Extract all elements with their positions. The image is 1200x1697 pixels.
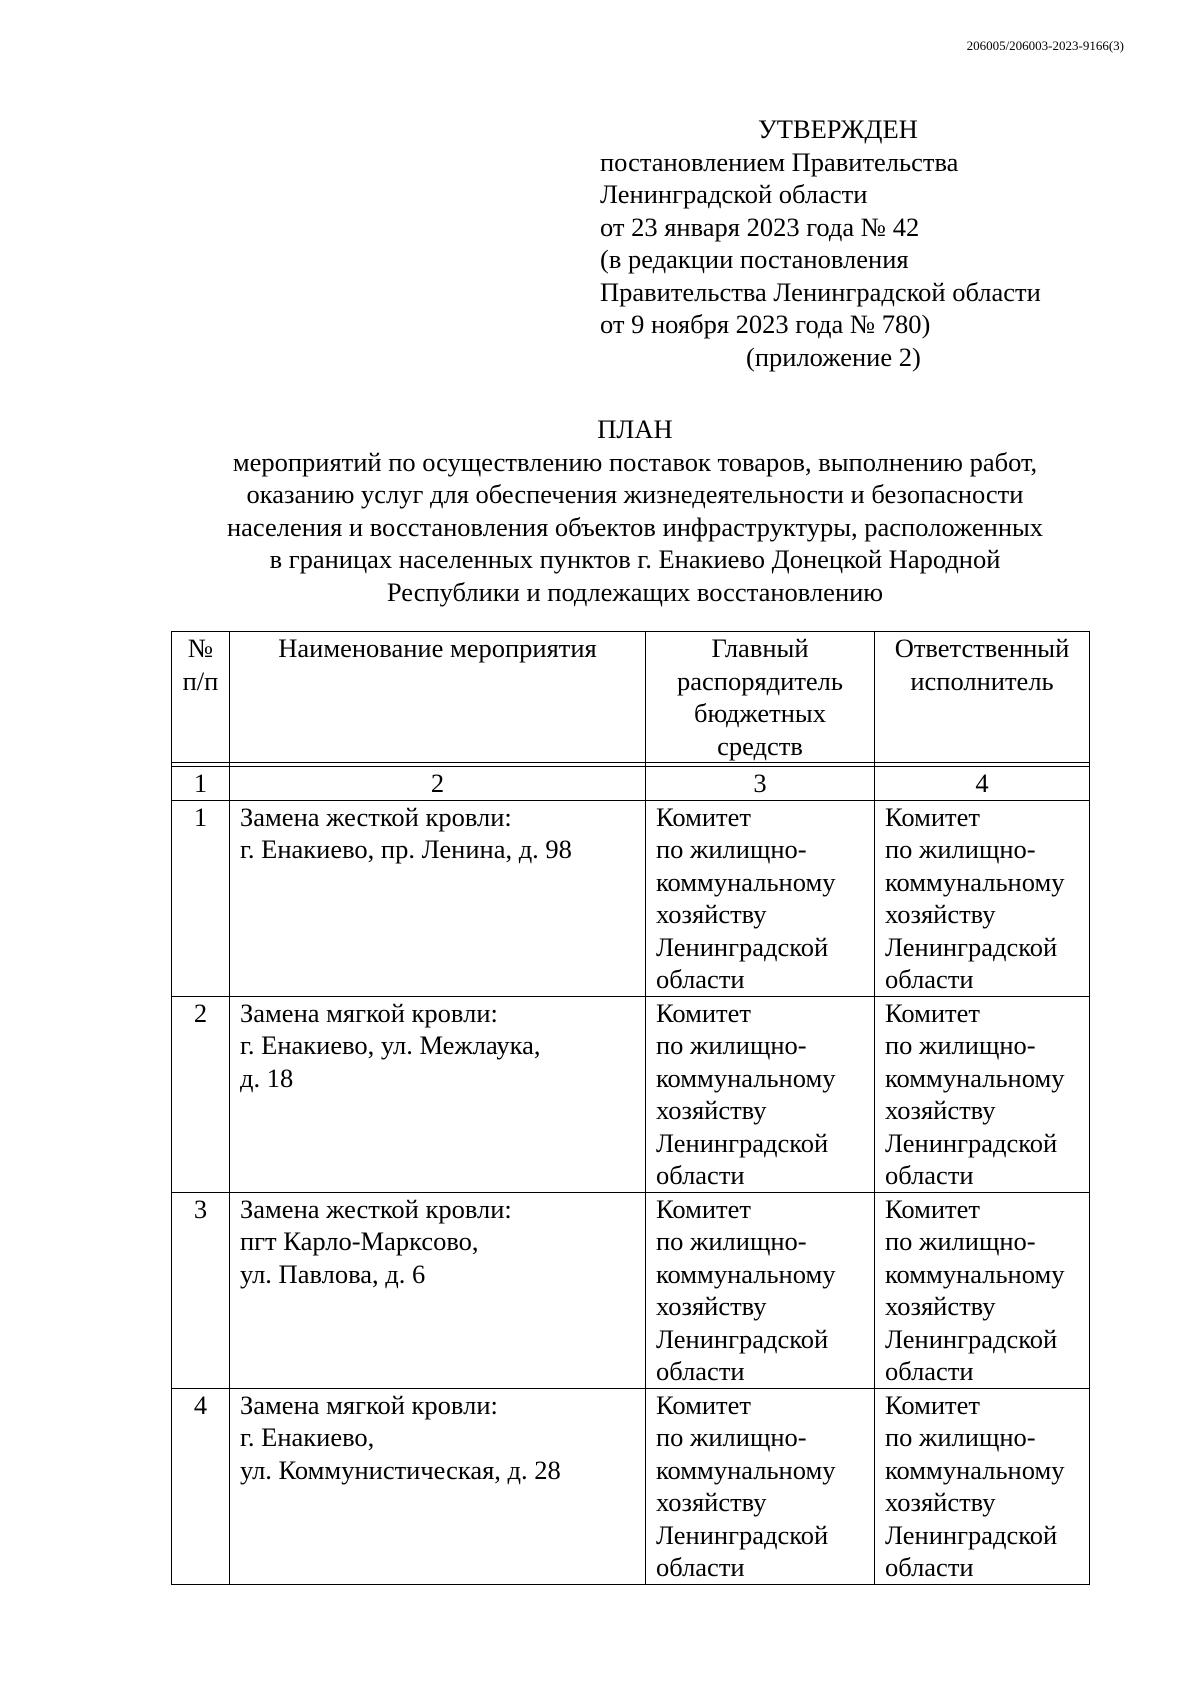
column-number-row bbox=[172, 767, 1090, 801]
header-chief: Главный распорядитель бюджетных средств bbox=[646, 632, 875, 763]
chief-manager-line: Комитет bbox=[656, 1193, 751, 1224]
chief-manager bbox=[646, 996, 875, 1192]
plan-heading: ПЛАН bbox=[597, 414, 673, 444]
measure-name-line: д. 18 bbox=[240, 1062, 294, 1093]
chief-manager-line: коммунальному bbox=[656, 1062, 836, 1093]
measure-name-line: ул. Павлова, д. 6 bbox=[240, 1258, 426, 1289]
measure-name-line: Замена жесткой кровли: bbox=[240, 801, 512, 832]
chief-manager-line: Комитет bbox=[656, 997, 751, 1028]
responsible-executor-line: хозяйству bbox=[885, 1291, 996, 1321]
approval-line: постановлением Правительства bbox=[600, 146, 959, 177]
row-number: 3 bbox=[172, 1192, 230, 1388]
responsible-executor bbox=[875, 1192, 1090, 1388]
chief-manager-line: хозяйству bbox=[656, 1291, 767, 1321]
approval-line: от 9 ноября 2023 года № 780) bbox=[600, 309, 931, 339]
approval-title: УТВЕРЖДЕН bbox=[758, 114, 918, 144]
approval-line: (в редакции постановления bbox=[600, 244, 909, 274]
measure-name-line: Замена мягкой кровли: bbox=[240, 1389, 498, 1420]
responsible-executor-line: Комитет bbox=[885, 1193, 980, 1224]
table-row bbox=[172, 996, 1090, 1192]
measure-name bbox=[230, 1192, 646, 1388]
responsible-executor-line: коммунальному bbox=[885, 1062, 1065, 1093]
chief-manager-line: по жилищно- bbox=[656, 1226, 807, 1256]
responsible-executor-line: Ленинградской bbox=[885, 1519, 1058, 1550]
responsible-executor-line: хозяйству bbox=[885, 899, 996, 929]
responsible-executor-line: Ленинградской bbox=[885, 1127, 1058, 1158]
chief-manager bbox=[646, 1192, 875, 1388]
chief-manager-line: по жилищно- bbox=[656, 1030, 807, 1060]
measure-name-line: г. Енакиево, bbox=[240, 1422, 375, 1452]
measure-name-line: г. Енакиево, ул. Межлаука, bbox=[240, 1030, 541, 1060]
plan-table bbox=[171, 631, 1090, 1585]
chief-manager-line: хозяйству bbox=[656, 1095, 767, 1125]
table-row bbox=[172, 800, 1090, 996]
measure-name bbox=[230, 1388, 646, 1584]
chief-manager bbox=[646, 800, 875, 996]
responsible-executor-line: Комитет bbox=[885, 1389, 980, 1420]
measure-name-line: пгт Карло-Марксово, bbox=[240, 1226, 479, 1256]
header-num: № п/п bbox=[172, 632, 230, 763]
approval-appendix: (приложение 2) bbox=[746, 341, 921, 372]
responsible-executor-line: области bbox=[885, 964, 974, 994]
responsible-executor-line: Ленинградской bbox=[885, 931, 1058, 962]
chief-manager-line: Ленинградской bbox=[656, 931, 829, 962]
header-name: Наименование мероприятия bbox=[230, 632, 646, 763]
plan-subtitle-line: населения и восстановления объектов инфраструктуры, расположенных bbox=[226, 511, 1044, 542]
column-number: 1 bbox=[172, 767, 230, 801]
chief-manager-line: хозяйству bbox=[656, 1487, 767, 1517]
measure-name bbox=[230, 800, 646, 996]
responsible-executor-line: коммунальному bbox=[885, 866, 1065, 897]
chief-manager-line: Ленинградской bbox=[656, 1323, 829, 1354]
responsible-executor-line: коммунальному bbox=[885, 1258, 1065, 1289]
chief-manager-line: коммунальному bbox=[656, 1258, 836, 1289]
responsible-executor bbox=[875, 800, 1090, 996]
chief-manager-line: Ленинградской bbox=[656, 1127, 829, 1158]
chief-manager-line: Комитет bbox=[656, 1389, 751, 1420]
chief-manager-line: коммунальному bbox=[656, 1454, 836, 1485]
table-header-row bbox=[172, 632, 1090, 763]
responsible-executor-line: Комитет bbox=[885, 801, 980, 832]
table-row bbox=[172, 1192, 1090, 1388]
header-exec: Ответственный исполнитель bbox=[875, 632, 1090, 763]
column-number: 4 bbox=[875, 767, 1090, 801]
row-number: 1 bbox=[172, 800, 230, 996]
measure-name bbox=[230, 996, 646, 1192]
responsible-executor-line: области bbox=[885, 1356, 974, 1386]
plan-subtitle-line: мероприятий по осуществлению поставок товаров, выполнению работ, bbox=[232, 446, 1038, 477]
approval-block bbox=[600, 113, 1120, 373]
chief-manager-line: коммунальному bbox=[656, 866, 836, 897]
responsible-executor-line: коммунальному bbox=[885, 1454, 1065, 1485]
chief-manager-line: области bbox=[656, 1552, 745, 1582]
chief-manager-line: хозяйству bbox=[656, 899, 767, 929]
responsible-executor-line: по жилищно- bbox=[885, 1422, 1036, 1452]
responsible-executor-line: области bbox=[885, 1552, 974, 1582]
responsible-executor-line: хозяйству bbox=[885, 1487, 996, 1517]
responsible-executor-line: хозяйству bbox=[885, 1095, 996, 1125]
chief-manager-line: Комитет bbox=[656, 801, 751, 832]
chief-manager-line: области bbox=[656, 1160, 745, 1190]
column-number: 3 bbox=[646, 767, 875, 801]
chief-manager-line: области bbox=[656, 1356, 745, 1386]
chief-manager-line: по жилищно- bbox=[656, 834, 807, 864]
plan-subtitle-line: в границах населенных пунктов г. Енакиево Донецкой Народной bbox=[269, 544, 1001, 574]
chief-manager-line: по жилищно- bbox=[656, 1422, 807, 1452]
column-number: 2 bbox=[230, 767, 646, 801]
table-row bbox=[172, 1388, 1090, 1584]
responsible-executor-line: Ленинградской bbox=[885, 1323, 1058, 1354]
responsible-executor bbox=[875, 1388, 1090, 1584]
chief-manager-line: области bbox=[656, 964, 745, 994]
document-id: 206005/206003-2023-9166(3) bbox=[966, 38, 1124, 53]
measure-name-line: Замена мягкой кровли: bbox=[240, 997, 498, 1028]
responsible-executor-line: области bbox=[885, 1160, 974, 1190]
row-number: 2 bbox=[172, 996, 230, 1192]
approval-line: от 23 января 2023 года № 42 bbox=[600, 211, 920, 242]
row-number: 4 bbox=[172, 1388, 230, 1584]
responsible-executor-line: Комитет bbox=[885, 997, 980, 1028]
plan-subtitle-line: оказанию услуг для обеспечения жизнедеятельности и безопасности bbox=[246, 479, 1024, 509]
measure-name-line: Замена жесткой кровли: bbox=[240, 1193, 512, 1224]
measure-name-line: г. Енакиево, пр. Ленина, д. 98 bbox=[240, 834, 572, 864]
responsible-executor-line: по жилищно- bbox=[885, 1030, 1036, 1060]
responsible-executor-line: по жилищно- bbox=[885, 834, 1036, 864]
measure-name-line: ул. Коммунистическая, д. 28 bbox=[240, 1454, 561, 1485]
responsible-executor-line: по жилищно- bbox=[885, 1226, 1036, 1256]
approval-line: Ленинградской области bbox=[600, 179, 868, 209]
chief-manager-line: Ленинградской bbox=[656, 1519, 829, 1550]
responsible-executor bbox=[875, 996, 1090, 1192]
plan-title-block bbox=[90, 413, 1180, 608]
plan-subtitle-line: Республики и подлежащих восстановлению bbox=[386, 576, 884, 607]
approval-line: Правительства Ленинградской области bbox=[600, 276, 1041, 307]
chief-manager bbox=[646, 1388, 875, 1584]
